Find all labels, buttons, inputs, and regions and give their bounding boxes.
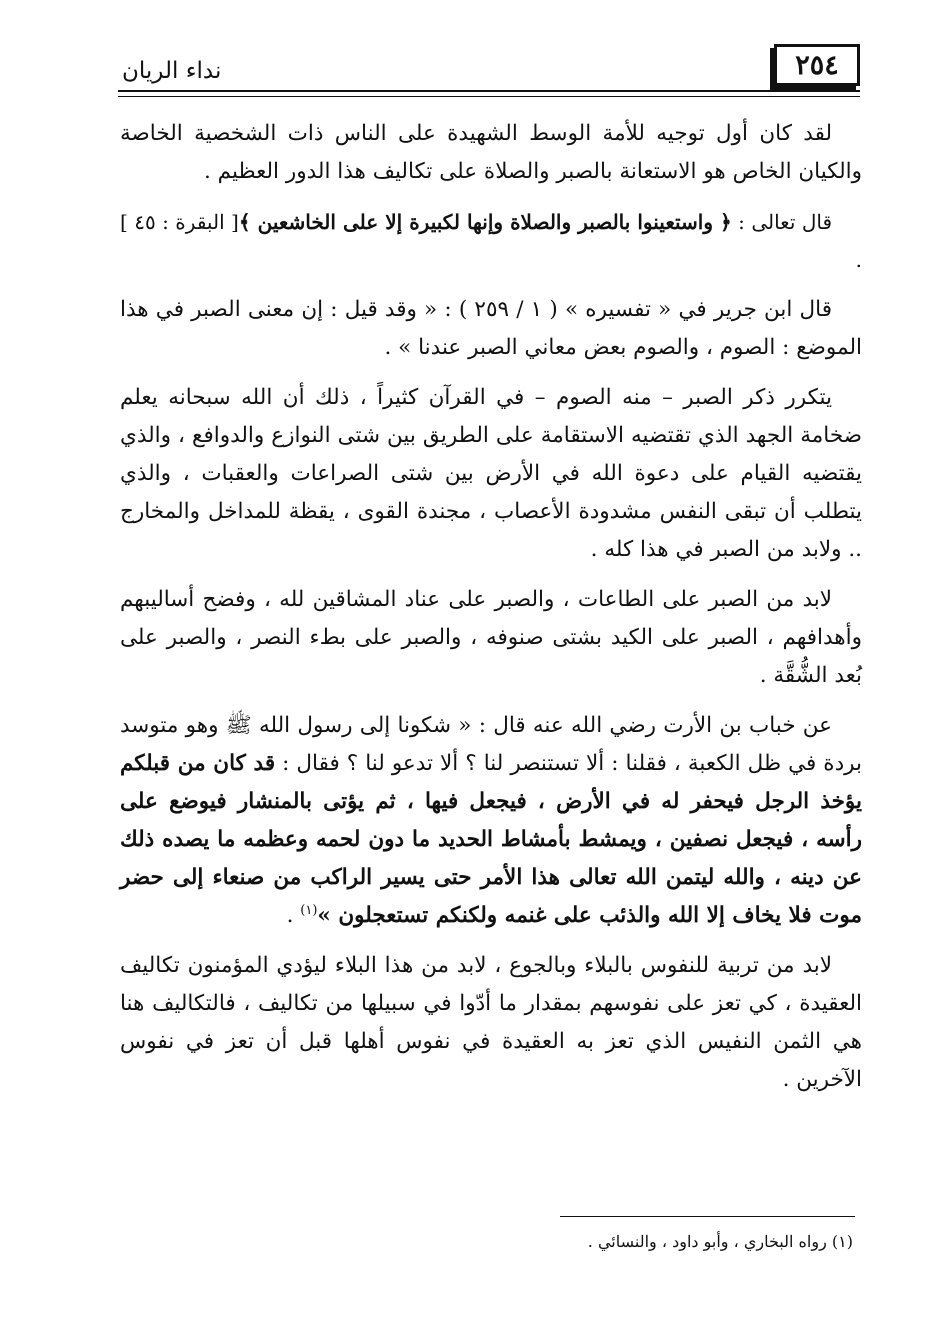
hadith-intro: عن خباب بن الأرت رضي الله عنه قال : « شكونا إلى رسول الله ﷺ وهو متوسد بردة في ظل الكعبة ، فقلنا : ألا تستنصر لنا ؟ ألا تدعو لنا ؟ فقال : [120, 713, 862, 776]
verse-reference: [ البقرة : ٤٥ ] . [120, 210, 862, 272]
page-header [118, 44, 860, 92]
page-number: ٢٥٤ [774, 44, 860, 86]
header-rule [118, 90, 860, 97]
hadith-end: . [286, 903, 301, 928]
footnote-rule [560, 1216, 855, 1217]
hadith-paragraph [120, 707, 862, 935]
verse-paragraph [120, 203, 862, 279]
verse-text: ﴿ واستعينوا بالصبر والصلاة وإنها لكبيرة إلا على الخاشعين ﴾ [238, 210, 732, 234]
paragraph-trial: لابد من تربية للنفوس بالبلاء وبالجوع ، لابد من هذا البلاء ليؤدي المؤمنون تكاليف العقيدة ، كي تعز على نفوسهم بمقدار ما أدّوا في سبيلها من تكاليف ، فالتكاليف هنا هي الثمن النفيس الذي تعز به العقيدة في نفوس أهلها قبل أن تعز في نفوس الآخرين . [120, 953, 862, 1092]
paragraph-patience: يتكرر ذكر الصبر – منه الصوم – في القرآن كثيراً ، ذلك أن الله سبحانه يعلم ضخامة الجهد الذي تقتضيه الاستقامة على الطريق بين شتى النوازع والدوافع ، والذي يقتضيه القيام على دعوة الله في الأرض بين شتى الصراعات والعقبات ، والذي يتطلب أن تبقى النفس مشدودة الأعصاب ، مجندة القوى ، يقظة للمداخل والمخارج .. ولابد من الصبر في هذا كله . [120, 385, 862, 562]
footnote: (١) رواه البخاري ، وأبو داود ، والنسائي . [587, 1232, 853, 1251]
paragraph-intro: لقد كان أول توجيه للأمة الوسط الشهيدة على الناس ذات الشخصية الخاصة والكيان الخاص هو الاستعانة بالصبر والصلاة على تكاليف هذا الدور العظيم . [120, 121, 862, 184]
running-title: نداء الريان [122, 58, 222, 84]
footnote-marker: (١) [300, 902, 318, 918]
verse-intro: قال تعالى : [731, 210, 832, 234]
hadith-text: قد كان من قبلكم يؤخذ الرجل فيحفر له في الأرض ، فيجعل فيها ، ثم يؤتى بالمنشار فيوضع على رأسه ، فيجعل نصفين ، ويمشط بأمشاط الحديد ما دون لحمه وعظمه ما يصده ذلك عن دينه ، والله ليتمن الله تعالى هذا الأمر حتى يسير الراكب من صنعاء إلى حضر موت فلا يخاف إلا الله والذئب على غنمه ولكنكم تستعجلون » [120, 751, 862, 928]
body-text [120, 115, 862, 1111]
paragraph-must-patience: لابد من الصبر على الطاعات ، والصبر على عناد المشاقين لله ، وفضح أساليبهم وأهدافهم ، الصبر على الكيد بشتى صنوفه ، والصبر على بطء النصر ، والصبر على بُعد الشُّقَّة . [120, 587, 862, 688]
tafsir-paragraph: قال ابن جرير في « تفسيره » ( ١ / ٢٥٩ ) : « وقد قيل : إن معنى الصبر في هذا الموضع : الصوم ، والصوم بعض معاني الصبر عندنا » . [120, 297, 862, 360]
